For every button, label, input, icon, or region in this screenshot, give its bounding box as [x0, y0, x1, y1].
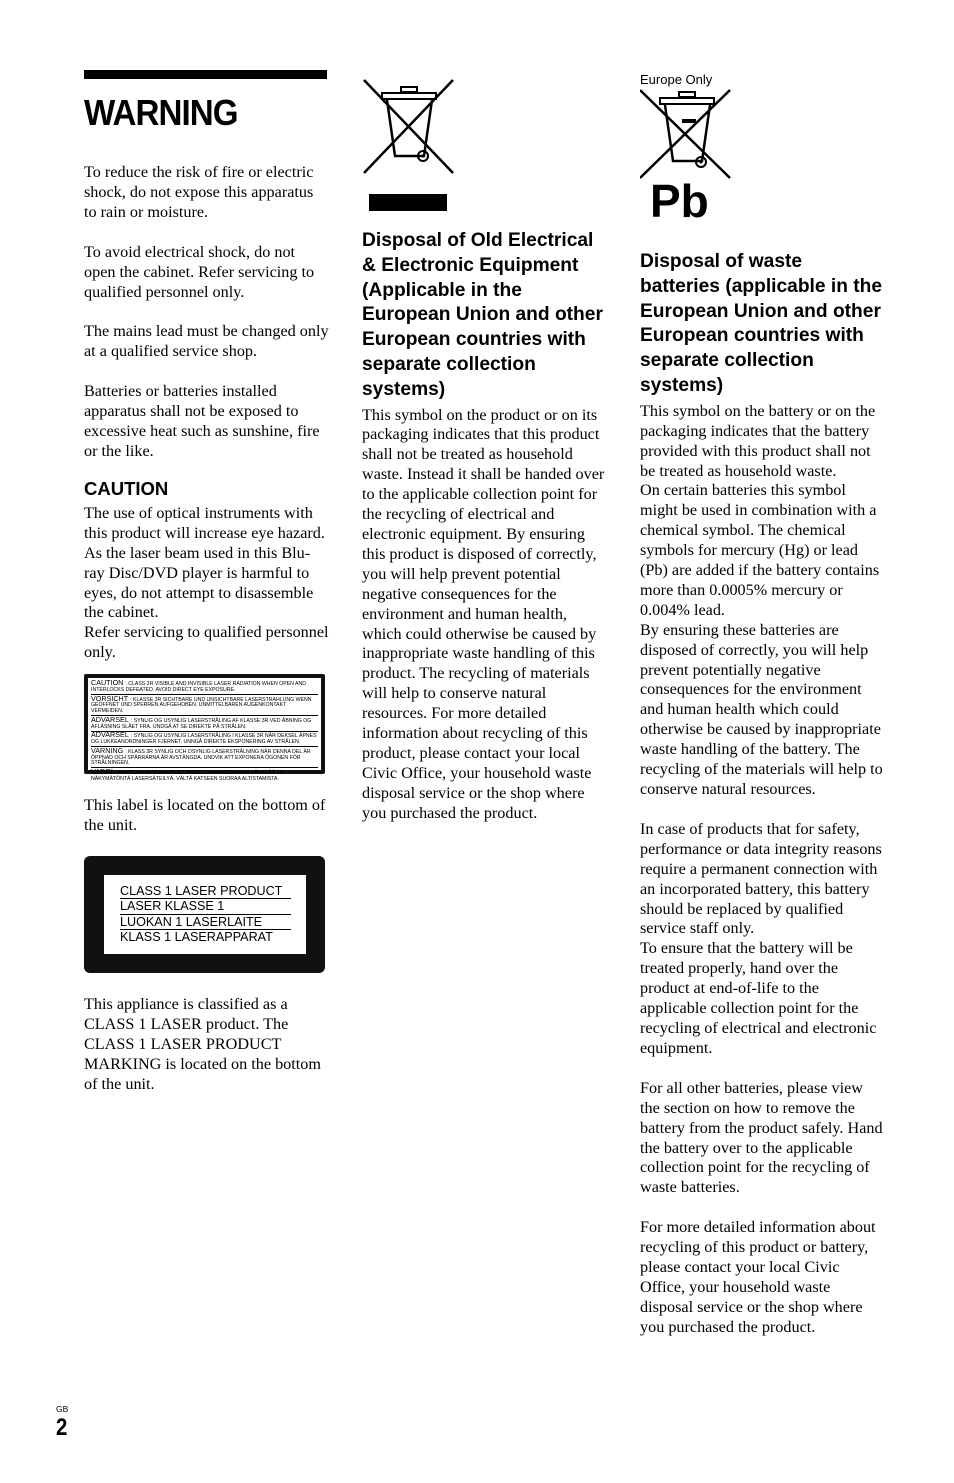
caution-label-row: VARNING : KLASS 3R SYNLIG OCH OSYNLIG LASERSTRÅLNING NÄR DENNA DEL ÄR ÖPPNAD OCH SPÄRRARNA ÄR AVSTÄNGDA. UNDVIK ATT EXPONERA ÖGONEN FÖR STRÅLNINGEN.: [91, 748, 318, 769]
weee-body: This symbol on the product or on its packaging indicates that this product shall not be treated as household waste. Instead it shall be handed over to the applicable collection point for the recycling of electrical and electronic equipment. By ensuring this product is disposed of correctly, you will help prevent potential negative consequences for the environment and human health, which could otherwise be caused by inappropriate waste handling of this product. The recycling of materials will help to conserve natural resources. For more detailed information about recycling of this product, please contact your local Civic Office, your household waste disposal service or the shop where you purchased the product.: [362, 405, 605, 822]
page-title: WARNING: [84, 92, 238, 133]
page-footer: [56, 1404, 69, 1442]
caution-label-row: ADVARSEL : SYNLIG OG USYNLIG LASERSTRÅLING AF KLASSE 3R VED ÅBNING OG AFLÅSNING SLÅET FRA. UNDGÅ AT SE DIREKTE PÅ STRÅLEN.: [91, 717, 318, 732]
class1-laser-label: [84, 856, 325, 973]
caution-label-row: VORSICHT : KLASSE 3R SICHTBARE UND UNSICHTBARE LASERSTRAHLUNG WENN GEÖFFNET UND SPERREN AUFGEHOBEN. UNMITTELBAREN AUGENKONTAKT VERMEIDEN.: [91, 696, 318, 717]
pb-chemical-symbol: Pb: [650, 175, 709, 227]
battery-paragraph: This symbol on the battery or on the packaging indicates that the battery provided with this product shall not be treated as household waste.: [640, 401, 876, 480]
laser-label-line: LASER KLASSE 1: [120, 899, 291, 914]
warning-paragraph-3: The mains lead must be changed only at a qualified service shop.: [84, 322, 329, 361]
battery-column: [640, 72, 885, 1338]
battery-paragraph: By ensuring these batteries are disposed of correctly, you will help prevent potentially negative consequences for the environment and human health which could otherwise be caused by inappropriate waste handling of the battery. The recycling of the materials will help to conserve natural resources.: [640, 620, 883, 798]
crossed-out-battery-bin-icon: [640, 88, 735, 183]
caution-label-row: CAUTION : CLASS 3R VISIBLE AND INVISIBLE LASER RADIATION WHEN OPEN AND INTERLOCKS DEFEATED. AVOID DIRECT EYE EXPOSURE.: [91, 680, 318, 695]
caution-label-row: VARO! : AVATTUNA JA LUKITUKSET OHITETTUNA LUOKAN 3R NÄKYVÄÄ JA NÄKYMÄTÖNTÄ LASERSÄTEILYÄ. VÄLTÄ KATSEEN SUORAA ALTISTAMISTA.: [91, 769, 283, 782]
caution-laser-label: [84, 674, 325, 782]
warning-paragraph-1: To reduce the risk of fire or electric shock, do not expose this apparatus to rain or moisture.: [84, 163, 314, 221]
weee-column: [362, 78, 607, 824]
battery-paragraph: In case of products that for safety, performance or data integrity reasons require a permanent connection with an incorporated battery, this battery should be replaced by qualified service staff only.: [640, 819, 882, 938]
battery-paragraph: For more detailed information about recycling of this product or battery, please contact your local Civic Office, your household waste disposal service or the shop where you purchased the product.: [640, 1218, 876, 1336]
laser-label-line: KLASS 1 LASERAPPARAT: [120, 930, 273, 945]
crossed-out-wheeled-bin-icon: [362, 78, 457, 214]
classification-text: This appliance is classified as a CLASS 1 LASER product. The CLASS 1 LASER PRODUCT MARKING is located on the bottom of the unit.: [84, 994, 321, 1093]
caution-text-2: Refer servicing to qualified personnel only.: [84, 623, 329, 662]
laser-label-line: LUOKAN 1 LASERLAITE: [120, 915, 291, 930]
warning-paragraph-4: Batteries or batteries installed apparatus shall not be exposed to excessive heat such as sunshine, fire or the like.: [84, 382, 320, 460]
battery-heading: Disposal of waste batteries (applicable in the European Union and other European countries with separate collection systems): [640, 251, 883, 396]
europe-only-label: Europe Only: [640, 72, 713, 87]
caution-text: The use of optical instruments with this product will increase eye hazard. As the laser beam used in this Blu-ray Disc/DVD player is harmful to eyes, do not attempt to disassemble the cabinet.: [84, 503, 325, 622]
caution-heading: CAUTION: [84, 477, 169, 499]
weee-heading: Disposal of Old Electrical & Electronic Equipment (Applicable in the European Union and other European countries with separate collection systems): [362, 230, 603, 400]
label-location-text: This label is located on the bottom of the unit.: [84, 796, 326, 835]
warning-paragraph-2: To avoid electrical shock, do not open the cabinet. Refer servicing to qualified personnel only.: [84, 242, 315, 301]
caution-label-row: ADVARSEL : SYNLIG OG USYNLIG LASERSTRÅLING I KLASSE 3R NÅR DEKSEL ÅPNES OG LUKKEANORDNINGER FJERNET. UNNGÅ DIREKTE EKSPONERING AV STRÅLEN.: [91, 732, 318, 747]
battery-paragraph: To ensure that the battery will be treated properly, hand over the product at end-of-life to the applicable collection point for the recycling of electrical and electronic equipment.: [640, 939, 877, 1057]
title-rule: [84, 70, 327, 79]
warning-column: [84, 70, 329, 1094]
region-code: GB: [56, 1404, 69, 1414]
laser-label-line: CLASS 1 LASER PRODUCT: [120, 884, 291, 899]
battery-paragraph: For all other batteries, please view the section on how to remove the battery from the product safely. Hand the battery over to the applicable collection point for the recycling of waste batteries.: [640, 1078, 883, 1197]
battery-paragraph: On certain batteries this symbol might be used in combination with a chemical symbol. The chemical symbols for mercury (Hg) or lead (Pb) are added if the battery contains more than 0.0005% mercury or 0.004% lead.: [640, 481, 880, 619]
page-number: 2: [56, 1414, 68, 1441]
